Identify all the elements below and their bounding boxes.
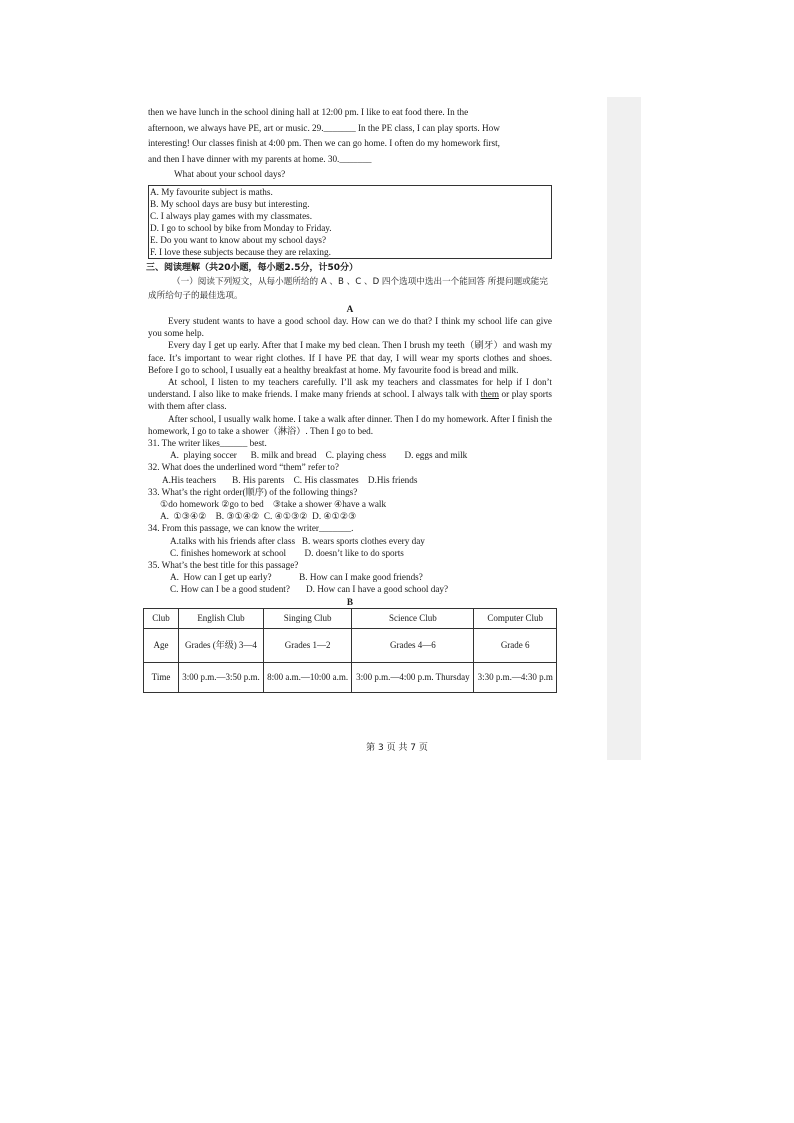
table-cell: 8:00 a.m.—10:00 a.m. (263, 662, 351, 692)
table-cell: Grades (年级) 3—4 (179, 628, 264, 662)
passage-line: and then I have dinner with my parents at home. 30._______ (148, 153, 372, 164)
question-31-options: A. playing soccer B. milk and bread C. playing chess D. eggs and milk (170, 450, 468, 461)
table-cell: Singing Club (263, 608, 351, 628)
table-cell: Time (144, 662, 179, 692)
table-row (144, 628, 557, 662)
table-cell: Science Club (352, 608, 474, 628)
question-33: 33. What’s the right order(顺序) of the following things? (148, 486, 358, 497)
section-title: 三、阅读理解（共20小题，每小题2.5分，计50分） (146, 262, 358, 273)
option-d: D. I go to school by bike from Monday to Friday. (150, 222, 332, 233)
paragraph: After school, I usually walk home. I take a walk after dinner. Then I do my homework. After I finish the homework, I go to take a shower（淋浴）. Then I go to bed. (148, 413, 552, 436)
paragraph (148, 376, 552, 413)
paragraph-text: or play sports with them after class. (148, 389, 552, 412)
question-34-options-cd: C. finishes homework at school D. doesn’t like to do sports (170, 547, 404, 558)
table-row (144, 608, 557, 628)
table-cell: Grade 6 (474, 628, 557, 662)
table-cell: Computer Club (474, 608, 557, 628)
option-b: B. My school days are busy but interesting. (150, 198, 310, 209)
question-32: 32. What does the underlined word “them” refer to? (148, 462, 339, 473)
underlined-word: them (480, 389, 499, 400)
table-cell: English Club (179, 608, 264, 628)
table-cell: Club (144, 608, 179, 628)
club-table (143, 608, 557, 693)
table-cell: 3:00 p.m.—4:00 p.m. Thursday (352, 662, 474, 692)
table-row (144, 662, 557, 692)
option-f: F. I love these subjects because they are relaxing. (150, 246, 331, 257)
page-number: 第 3 页 共 7 页 (366, 743, 428, 753)
paragraph-text: At school, I listen to my teachers carefully. I’ll ask my teachers and classmates for help if I don’t understand. I also like to make friends. I make many friends at school. I always talk with (148, 376, 552, 400)
question-32-options: A.His teachers B. His parents C. His classmates D.His friends (162, 474, 418, 485)
table-cell: 3:30 p.m.—4:30 p.m (474, 662, 557, 692)
option-c: C. I always play games with my classmates. (150, 210, 313, 221)
paragraph: Every day I get up early. After that I make my bed clean. Then I brush my teeth（刷牙）and wash my face. It’s important to wear right clothes. If I have PE that day, I will wear my sports clothes and shoes. Before I go to school, I usually eat a healthy breakfast at home. My favourite food is bread and milk. (148, 340, 552, 375)
table-cell: Grades 4—6 (352, 628, 474, 662)
option-e: E. Do you want to know about my school days? (150, 234, 327, 245)
question-35-options-ab: A. How can I get up early? B. How can I make good friends? (170, 572, 423, 583)
question-31: 31. The writer likes______ best. (148, 438, 267, 448)
passage-a (148, 315, 552, 437)
passage-a-label: A (346, 303, 354, 314)
passage-line: afternoon, we always have PE, art or music. 29._______ In the PE class, I can play sports. How (148, 122, 500, 133)
table-cell: Age (144, 628, 179, 662)
question-34: 34. From this passage, we can know the writer_______. (148, 523, 354, 534)
passage-line: interesting! Our classes finish at 4:00 pm. Then we can go home. I often do my homework first, (148, 138, 500, 149)
paragraph: Every student wants to have a good school day. How can we do that? I think my school life can give you some help. (148, 315, 552, 339)
exam-page (148, 105, 552, 693)
table-cell: Grades 1—2 (263, 628, 351, 662)
passage-line: then we have lunch in the school dining hall at 12:00 pm. I like to eat food there. In the (148, 107, 469, 117)
passage-b-label: B (346, 596, 354, 607)
question-35: 35. What’s the best title for this passage? (148, 560, 299, 571)
question-33-options: A. ①③④② B. ③①④② C. ④①③② D. ④①②③ (160, 511, 357, 522)
question-35-options-cd: C. How can I be a good student? D. How can I have a good school day? (170, 584, 449, 595)
table-cell: 3:00 p.m.—3:50 p.m. (179, 662, 264, 692)
question-34-options-ab: A.talks with his friends after class B. wears sports clothes every day (170, 535, 425, 546)
option-a: A. My favourite subject is maths. (150, 186, 273, 197)
side-margin-panel (607, 97, 641, 760)
passage-line: What about your school days? (174, 169, 286, 180)
options-box (148, 185, 552, 259)
questions (148, 437, 552, 596)
section-instruction: （一）阅读下列短文，从每小题所给的 A 、B 、C 、D 四个选项中选出一个能回答 所提问题或能完成所给句子的最佳选项。 (148, 276, 548, 301)
question-33-items: ①do homework ②go to bed ③take a shower ④have a walk (160, 499, 387, 510)
